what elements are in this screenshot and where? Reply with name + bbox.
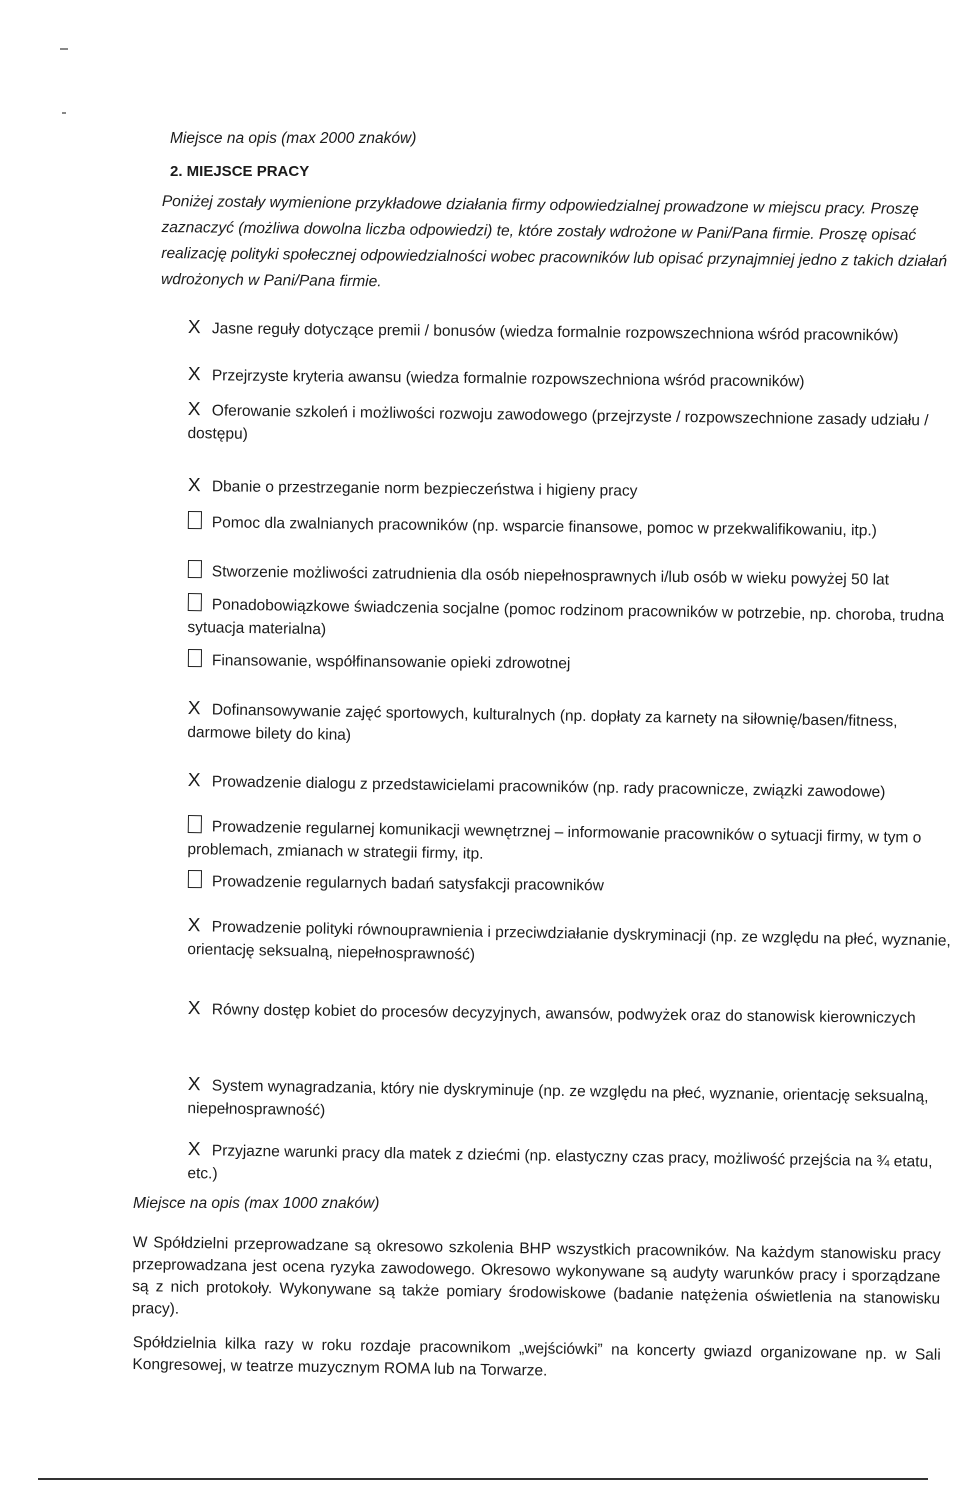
checklist-item-label: Stworzenie możliwości zatrudnienia dla osób niepełnosprawnych i/lub osób w wieku powyżej 50 lat bbox=[211, 563, 890, 589]
empty-checkbox[interactable] bbox=[188, 593, 202, 611]
checklist-item-label: System wynagradzania, który nie dyskryminuje (np. ze względu na płeć, wyznanie, orientację seksualną, niepełnosprawność) bbox=[187, 1077, 929, 1120]
section2-caption: Miejsce na opis (max 1000 znaków) bbox=[133, 1195, 380, 1212]
checklist-item[interactable] bbox=[188, 870, 958, 901]
checkmark-x: X bbox=[187, 697, 201, 720]
checklist-item[interactable] bbox=[187, 1138, 958, 1197]
checkmark-x: X bbox=[187, 1138, 201, 1161]
empty-checkbox[interactable] bbox=[188, 815, 202, 833]
checklist-item-label: Dofinansowywanie zajęć sportowych, kulturalnych (np. dopłaty za karnety na siłownię/basen/fitness, darmowe bilety do kina) bbox=[187, 701, 898, 744]
checklist-item[interactable] bbox=[188, 363, 958, 395]
checklist-item[interactable] bbox=[188, 316, 958, 348]
description-paragraph: Spółdzielnia kilka razy w roku rozdaje pracownikom „wejściówki” na koncerty gwiazd organizowane np. w Sali Kongresowej, w teatrze muzycznym ROMA lub na Torwarze. bbox=[132, 1333, 941, 1380]
checklist-item[interactable] bbox=[187, 914, 958, 976]
checklist-item[interactable] bbox=[188, 474, 958, 506]
checklist-item-label: Jasne reguły dotyczące premii / bonusów (wiedza formalnie rozpowszechniona wśród pracowników) bbox=[211, 320, 899, 345]
checklist-item-label: Oferowanie szkoleń i możliwości rozwoju zawodowego (przejrzyste / rozpowszechnione zasady udziału / dostępu) bbox=[187, 402, 929, 443]
checklist-item-label: Prowadzenie dialogu z przedstawicielami pracowników (np. rady pracownicze, związki zawodowe) bbox=[211, 773, 886, 801]
checklist-item-label: Prowadzenie regularnej komunikacji wewnętrznej – informowanie pracowników o sytuacji firmy, w tym o problemach, zmianach w strategii firmy, itp. bbox=[187, 818, 922, 863]
checklist-item-label: Przyjazne warunki pracy dla matek z dziećmi (np. elastyczny czas pracy, możliwość przejścia na ¾ etatu, etc.) bbox=[187, 1142, 933, 1183]
checklist-item[interactable] bbox=[187, 1073, 958, 1132]
empty-checkbox[interactable] bbox=[188, 649, 202, 667]
checklist-item-label: Prowadzenie polityki równouprawnienia i przeciwdziałanie dyskryminacji (np. ze względu na płeć, wyznanie, orientację seksualną, niepełnosprawność) bbox=[187, 918, 951, 964]
checklist-item[interactable] bbox=[187, 815, 958, 873]
checkmark-x: X bbox=[187, 398, 201, 421]
empty-checkbox[interactable] bbox=[188, 560, 202, 578]
checklist-item-label: Przejrzyste kryteria awansu (wiedza formalnie rozpowszechniona wśród pracowników) bbox=[211, 367, 805, 391]
checkmark-x: X bbox=[187, 474, 201, 497]
checklist-item[interactable] bbox=[188, 649, 958, 679]
checklist-item[interactable] bbox=[188, 769, 958, 805]
checklist-item[interactable] bbox=[187, 697, 958, 757]
scan-speck bbox=[60, 48, 68, 50]
description-paragraph: W Spółdzielni przeprowadzane są okresowo szkolenia BHP wszystkich pracowników. Na każdym stanowisku pracy przeprowadzana jest ocena ryzyka zawodowego. Okresowo wykonywane są audyty warunków pracy i sporządzane są z nich protokoły. Wykonywane są także pomiary środowiskowe (badanie natężenia oświetlenia na stanowisku pracy). bbox=[131, 1233, 941, 1318]
empty-checkbox[interactable] bbox=[188, 870, 202, 888]
checklist-item-label: Pomoc dla zwalnianych pracowników (np. wsparcie finansowe, pomoc w przekwalifikowaniu, itp.) bbox=[211, 514, 877, 540]
section-heading: 2. MIEJSCE PRACY bbox=[170, 163, 310, 180]
checkmark-x: X bbox=[187, 316, 201, 339]
section1-caption: Miejsce na opis (max 2000 znaków) bbox=[170, 130, 417, 147]
checklist-item[interactable] bbox=[188, 560, 958, 592]
checklist-item[interactable] bbox=[188, 997, 958, 1030]
checklist-item-label: Finansowanie, współfinansowanie opieki zdrowotnej bbox=[211, 652, 571, 673]
checkmark-x: X bbox=[187, 914, 201, 937]
intro-text: Poniżej zostały wymienione przykładowe działania firmy odpowiedzialnej prowadzone w miejscu pracy. Proszę zaznaczyć (możliwa dowolna liczba odpowiedzi) te, które zostały wdrożone w Pani/Pana firmie. Proszę opisać realizację polityki społecznej odpowiedzialności wobec pracowników lub opisać przynajmniej jedno z takich działań wdrożonych w Pani/Pana firmie. bbox=[160, 192, 948, 291]
checklist-item[interactable] bbox=[188, 511, 958, 543]
checklist-item-label: Prowadzenie regularnych badań satysfakcji pracowników bbox=[211, 873, 604, 895]
checklist-item[interactable] bbox=[187, 398, 958, 456]
checkmark-x: X bbox=[187, 997, 201, 1020]
checkmark-x: X bbox=[187, 1073, 201, 1096]
checkmark-x: X bbox=[187, 769, 201, 792]
bottom-rule bbox=[38, 1478, 928, 1480]
checklist-item-label: Równy dostęp kobiet do procesów decyzyjnych, awansów, podwyżek oraz do stanowisk kierowniczych bbox=[211, 1001, 916, 1027]
checklist-item-label: Dbanie o przestrzeganie norm bezpieczeństwa i higieny pracy bbox=[211, 478, 638, 500]
empty-checkbox[interactable] bbox=[188, 511, 202, 529]
scan-speck bbox=[62, 112, 66, 114]
checklist-item-label: Ponadobowiązkowe świadczenia socjalne (pomoc rodzinom pracowników w potrzebie, np. choroba, trudna sytuacja materialna) bbox=[187, 596, 945, 639]
checkmark-x: X bbox=[187, 363, 201, 386]
checklist-item[interactable] bbox=[187, 593, 958, 651]
